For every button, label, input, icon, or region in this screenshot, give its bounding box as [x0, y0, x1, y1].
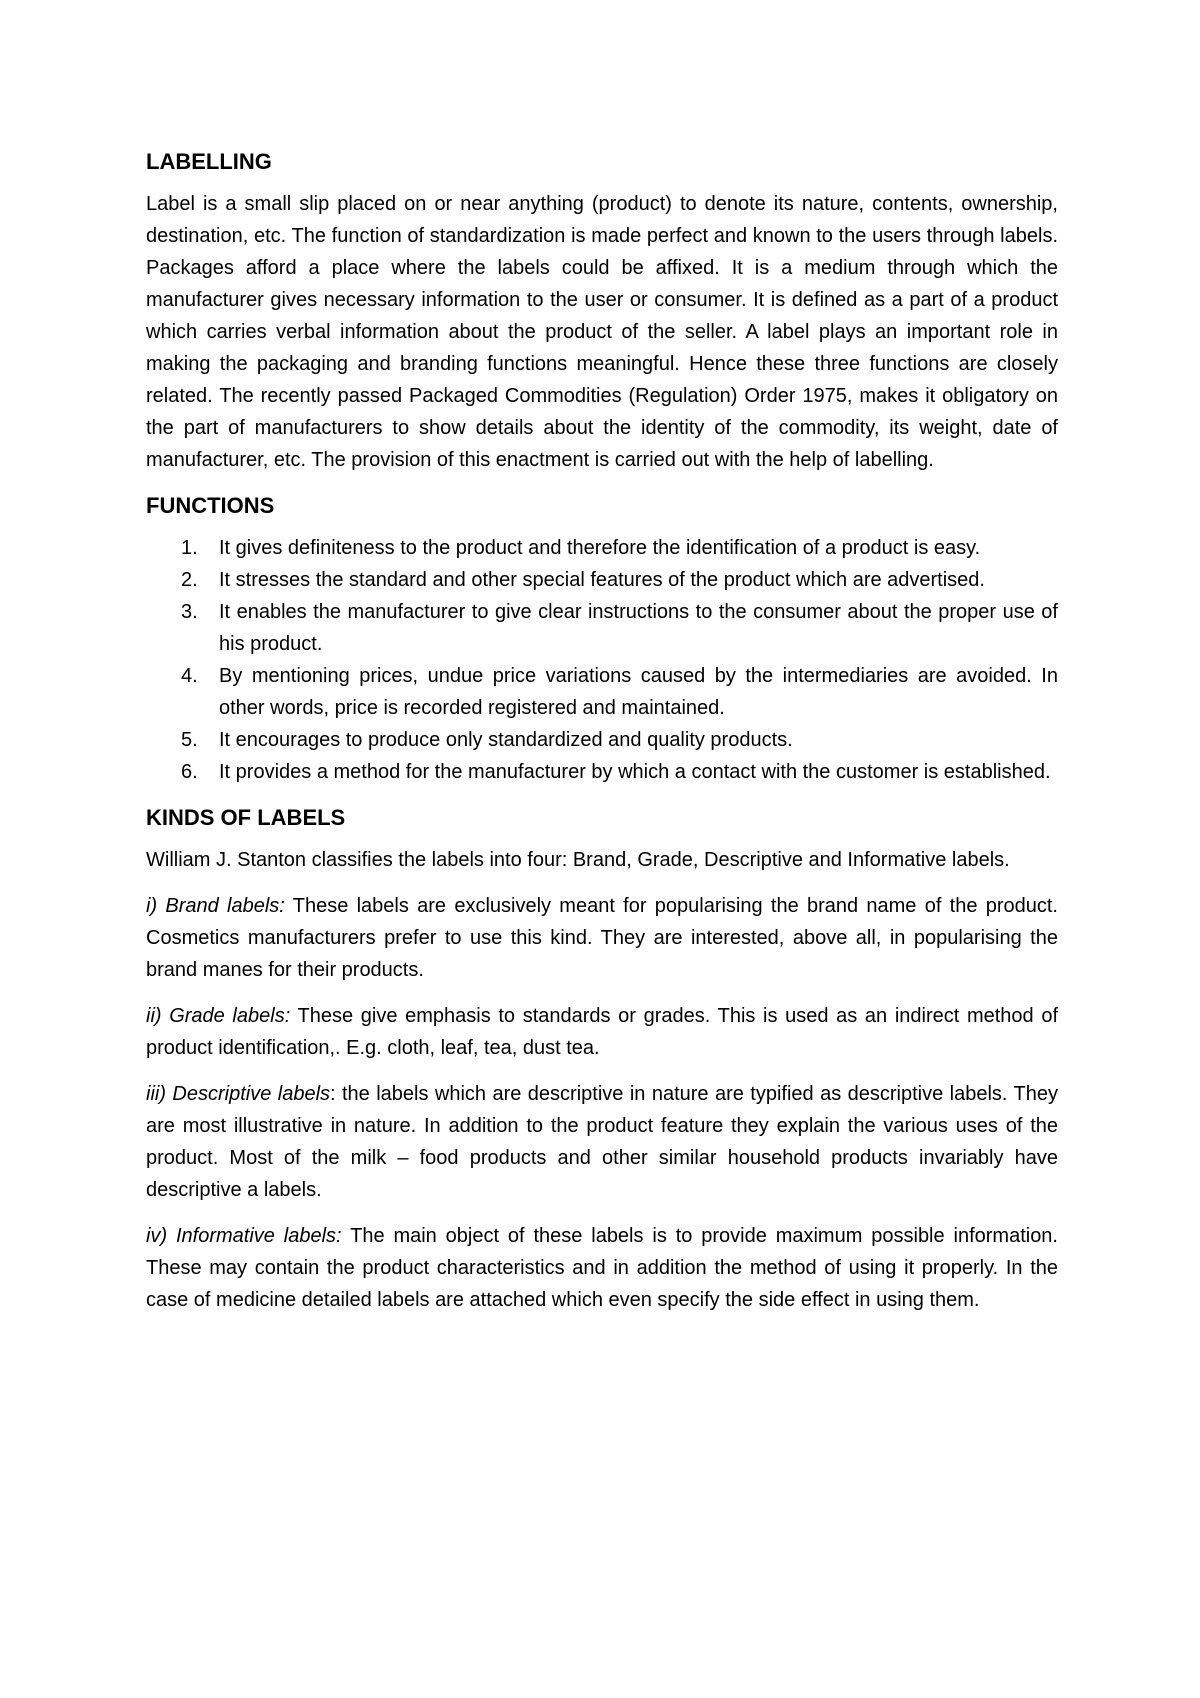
- list-item: [146, 532, 1058, 564]
- informative-labels-text: The main object of these labels is to provide maximum possible information. These may contain the product characteristics and in addition the method of using it properly. In the case of medicine detailed labels are attached which even specify the side effect in using them.: [146, 1225, 1058, 1311]
- list-item: [146, 660, 1058, 724]
- brand-labels-paragraph: [146, 890, 1058, 986]
- descriptive-labels-term: iii) Descriptive labels: [146, 1083, 331, 1105]
- list-item-text: It provides a method for the manufacturer by which a contact with the customer is established.: [219, 761, 1051, 783]
- grade-labels-paragraph: [146, 1000, 1058, 1064]
- informative-labels-term: iv) Informative labels:: [146, 1225, 342, 1247]
- list-number: 4.: [181, 665, 198, 687]
- functions-list: [146, 532, 1058, 788]
- list-item-text: By mentioning prices, undue price variations caused by the intermediaries are avoided. In other words, price is recorded registered and maintained.: [219, 665, 1058, 719]
- labelling-paragraph: Label is a small slip placed on or near anything (product) to denote its nature, contents, ownership, destination, etc. The function of standardization is made perfect and known to the users through labels. Packages afford a place where the labels could be affixed. It is a medium through which the manufacturer gives necessary information to the user or consumer. It is defined as a part of a product which carries verbal information about the product of the seller. A label plays an important role in making the packaging and branding functions meaningful. Hence these three functions are closely related. The recently passed Packaged Commodities (Regulation) Order 1975, makes it obligatory on the part of manufacturers to show details about the identity of the commodity, its weight, date of manufacturer, etc. The provision of this enactment is carried out with the help of labelling.: [146, 193, 1058, 471]
- list-item-text: It encourages to produce only standardized and quality products.: [219, 729, 793, 751]
- brand-labels-text: These labels are exclusively meant for popularising the brand name of the product. Cosmetics manufacturers prefer to use this kind. They are interested, above all, in popularising the brand manes for their products.: [146, 895, 1058, 981]
- list-number: 2.: [181, 569, 198, 591]
- grade-labels-text: These give emphasis to standards or grades. This is used as an indirect method of product identification,. E.g. cloth, leaf, tea, dust tea.: [146, 1005, 1058, 1059]
- list-item: [146, 756, 1058, 788]
- document-page: [146, 146, 1058, 1316]
- list-number: 5.: [181, 729, 198, 751]
- list-item-text: It gives definiteness to the product and therefore the identification of a product is easy.: [219, 537, 981, 559]
- list-number: 1.: [181, 537, 198, 559]
- descriptive-labels-paragraph: [146, 1078, 1058, 1206]
- kinds-heading: KINDS OF LABELS: [146, 805, 346, 830]
- list-item: [146, 724, 1058, 756]
- list-item: [146, 564, 1058, 596]
- list-number: 6.: [181, 761, 198, 783]
- brand-labels-term: i) Brand labels:: [146, 895, 285, 917]
- informative-labels-paragraph: [146, 1220, 1058, 1316]
- list-item: [146, 596, 1058, 660]
- list-number: 3.: [181, 601, 198, 623]
- grade-labels-term: ii) Grade labels:: [146, 1005, 291, 1027]
- list-item-text: It stresses the standard and other special features of the product which are advertised.: [219, 569, 985, 591]
- labelling-heading: LABELLING: [146, 149, 272, 174]
- functions-heading: FUNCTIONS: [146, 493, 275, 518]
- kinds-intro: William J. Stanton classifies the labels into four: Brand, Grade, Descriptive and Informative labels.: [146, 849, 1010, 871]
- descriptive-labels-text: : the labels which are descriptive in nature are typified as descriptive labels. They are most illustrative in nature. In addition to the product feature they explain the various uses of the product. Most of the milk – food products and other similar household products invariably have descriptive a labels.: [146, 1083, 1058, 1201]
- list-item-text: It enables the manufacturer to give clear instructions to the consumer about the proper use of his product.: [219, 601, 1058, 655]
